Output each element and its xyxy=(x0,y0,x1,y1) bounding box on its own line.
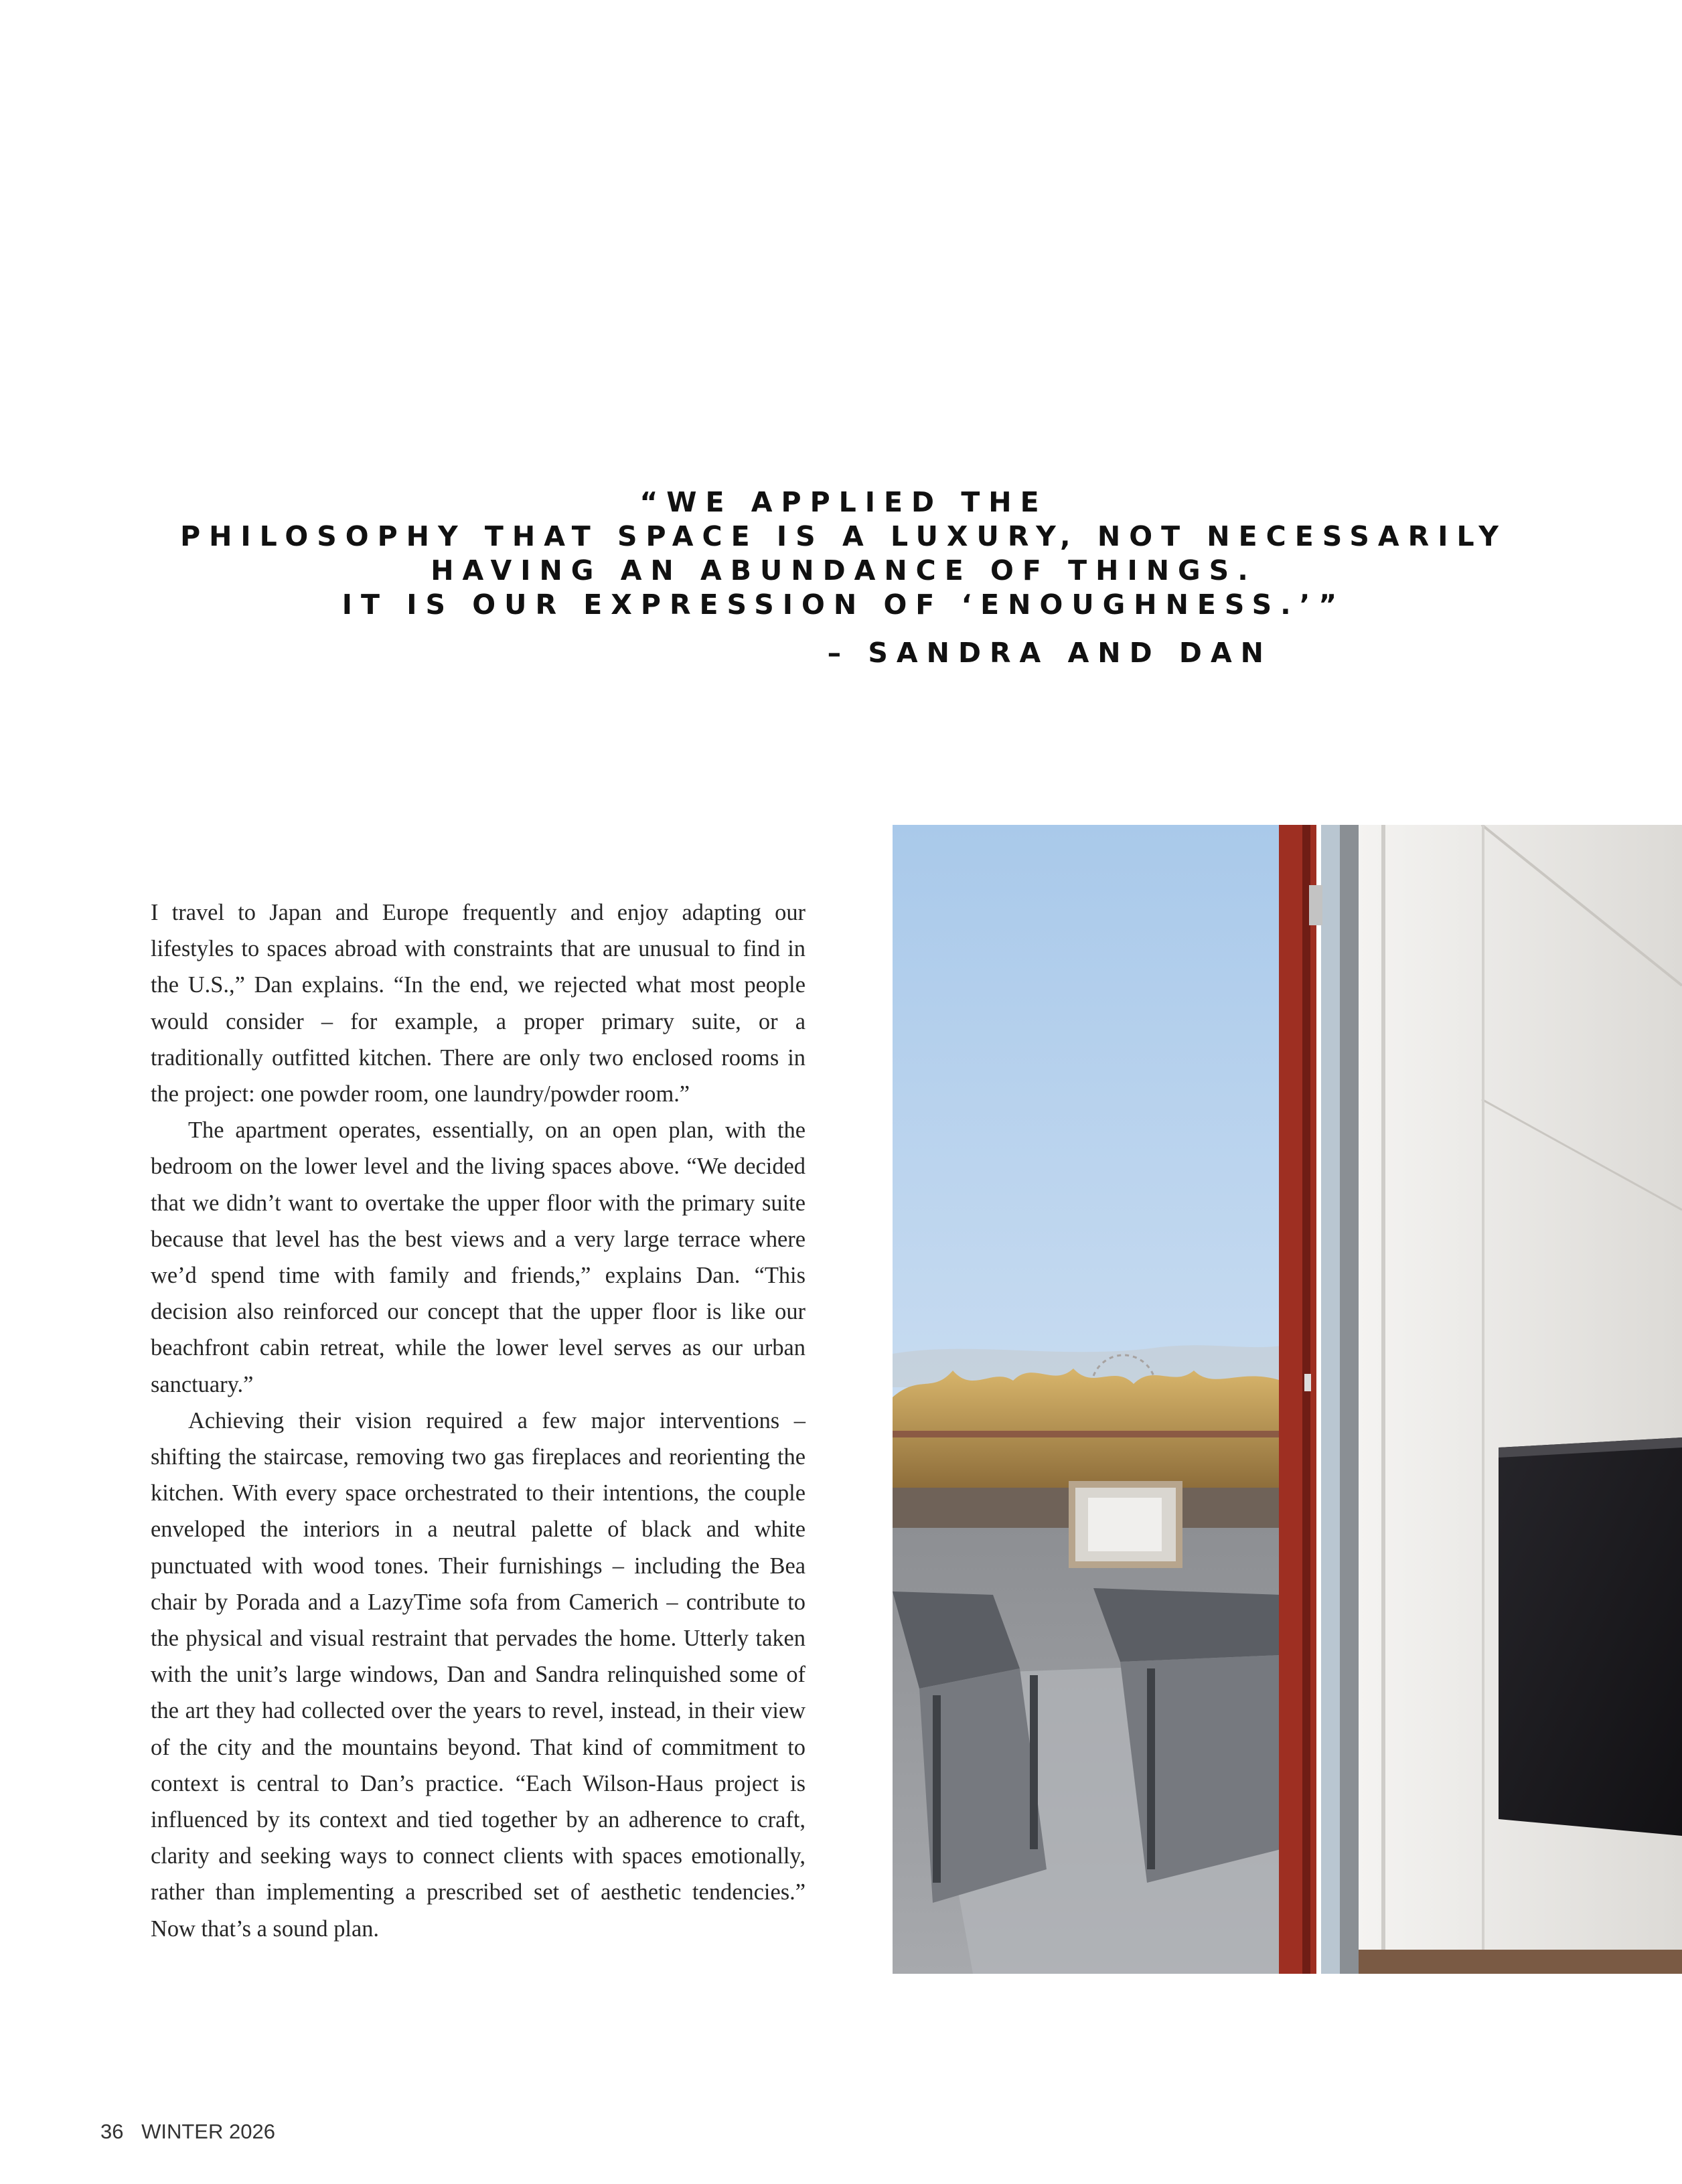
issue-label: WINTER 2026 xyxy=(141,2120,275,2143)
article-paragraph: I travel to Japan and Europe frequently and enjoy adapting our lifestyles to spaces abroad with constraints that are unusual to find in the U.S.,” Dan explains. “In the end, we rejected what most people would consider – for example, a proper primary suite, or a traditionally outfitted kitchen. There are only two enclosed rooms in the project: one powder room, one laundry/powder room.” xyxy=(151,900,806,1107)
pull-quote-line: HAVING AN ABUNDANCE OF THINGS. xyxy=(431,554,1257,587)
terrace-photo-illustration xyxy=(893,825,1682,1974)
pull-quote-line: “WE APPLIED THE xyxy=(639,486,1048,518)
page-footer xyxy=(100,2120,275,2144)
terrace-photo xyxy=(893,825,1682,1974)
pull-quote xyxy=(107,485,1580,622)
pull-quote-line: PHILOSOPHY THAT SPACE IS A LUXURY, NOT NECESSARILY xyxy=(180,520,1507,552)
page-number: 36 xyxy=(100,2120,124,2143)
article-paragraph: Achieving their vision required a few major interventions – shifting the staircase, removing two gas fireplaces and reorienting the kitchen. With every space orchestrated to their intentions, the couple enveloped the interiors in a neutral palette of black and white punctuated with wood tones. Their furnishings – including the Bea chair by Porada and a LazyTime sofa from Camerich – contribute to the physical and visual restraint that pervades the home. Utterly taken with the unit’s large windows, Dan and Sandra relinquished some of the art they had collected over the years to revel, instead, in their view of the city and the mountains beyond. That kind of commitment to context is central to Dan’s practice. “Each Wilson-Haus project is influenced by its context and tied together by an adherence to craft, clarity and seeking ways to connect clients with spaces emotionally, rather than implementing a prescribed set of aesthetic tendencies.” Now that’s a sound plan. xyxy=(151,1407,806,1942)
pull-quote-line: IT IS OUR EXPRESSION OF ‘ENOUGHNESS.’” xyxy=(341,589,1346,621)
article-body xyxy=(151,894,806,1947)
article-paragraph: The apartment operates, essentially, on an open plan, with the bedroom on the lower level and the living spaces above. “We decided that we didn’t want to overtake the upper floor with the primary suite because that level has the best views and a very large terrace where we’d spend time with family and friends,” explains Dan. “This decision also reinforced our concept that the upper floor is like our beachfront cabin retreat, while the lower level serves as our urban sanctuary.” xyxy=(151,1117,806,1397)
pull-quote-attribution: – SANDRA AND DAN xyxy=(827,637,1272,669)
